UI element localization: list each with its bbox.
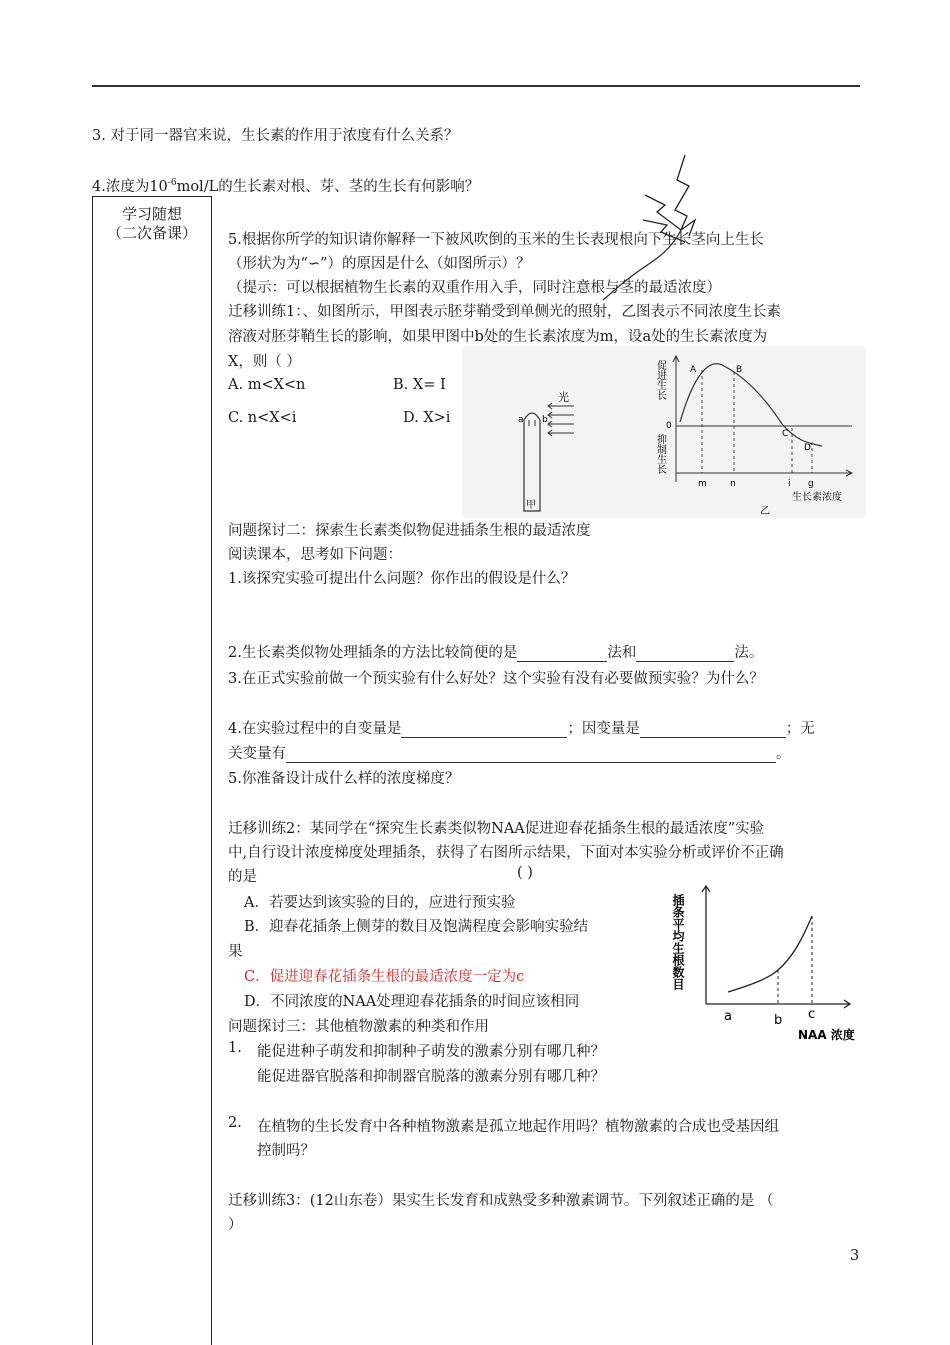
inhibit-label: 抑制生长 [654,434,666,474]
tick-n: n [730,479,736,489]
topic3-q2a: 在植物的生长发育中各种植物激素是孤立地起作用吗？植物激素的合成也受基因组 [257,1119,779,1135]
ex1-option-a: A. m<X<n [228,377,306,393]
ex2-line1: 迁移训练2：某同学在“探究生长素类似物NAA促进迎春花插条生根的最适浓度”实验 [228,821,765,837]
point-d: D [804,443,811,453]
q5-hint: （提示：可以根据植物生长素的双重作用入手，同时注意根与茎的最适浓度） [228,280,721,296]
ex1-line2: 溶液对胚芽鞘生长的影响，如果甲图中b处的生长素浓度为m，设a处的生长素浓度为 [228,329,768,345]
coleoptile-diagram [518,390,574,511]
ex1-option-d: D. X>i [403,410,451,426]
blank-independent-var[interactable] [401,737,567,738]
zero-label: 0 [666,421,672,431]
page-number: 3 [850,1248,860,1264]
topic3-title: 问题探讨三：其他植物激素的种类和作用 [228,1019,489,1035]
point-a: A [690,365,697,375]
point-c: C [782,429,789,439]
blank-method1[interactable] [517,661,607,662]
y-axis-label: 插条平均生根数目 [671,894,685,990]
figure-coleoptile-chart [462,346,866,518]
header-rule [92,85,860,87]
lightning-doodle-icon [585,150,715,320]
ex2-option-b-cont: 果 [228,944,243,960]
topic2-intro: 阅读课本，思考如下问题： [228,547,402,563]
q5-line1: 5.根据你所学的知识请你解释一下被风吹倒的玉米的生长表现根向下生长茎向上生长 [228,232,764,248]
ex2-option-c: C．促进迎春花插条生根的最适浓度一定为c [244,969,525,985]
topic2-q3: 3.在正式实验前做一个预实验有什么好处？这个实验有没有必要做预实验？为什么？ [228,671,764,687]
question-3: 3. 对于同一器官来说，生长素的作用于浓度有什么关系？ [92,128,459,144]
notes-column [92,196,212,1345]
blank-method2[interactable] [636,661,734,662]
ex2-line3: 的是 [228,869,257,885]
tick-m: m [698,479,707,489]
ex1-option-b: B. X= I [393,377,446,393]
ex2-line2: 中,自行设计浓度梯度处理插条，获得了右图所示结果，下面对本实验分析或评价不正确 [228,845,784,861]
point-b: B [736,365,743,375]
q5-line2: （形状为为“∽”）的原因是什么（如图所示）？ [228,256,531,272]
topic3-q1b: 能促进器官脱落和抑制器官脱落的激素分别有哪几种？ [257,1069,605,1085]
topic2-q5: 5.你准备设计成什么样的浓度梯度？ [228,771,460,787]
label-a: a [518,415,524,425]
topic3-q1a: 能促进种子萌发和抑制种子萌发的激素分别有哪几种？ [257,1044,605,1060]
topic3-q2-num: 2. [228,1115,242,1131]
question-4: 4.浓度为$10^{-6}mol/L$的生长素对根、芽、茎的生长有何影响？ [92,178,480,195]
yi-label: 乙 [760,506,770,517]
ex3-line1: 迁移训练3：(12山东卷）果实生长发育和成熟受多种激素调节。下列叙述正确的是 （ [228,1193,774,1209]
topic2-q2: 2.生长素类似物处理插条的方法比较简便的是 法和 法。 [228,645,764,661]
ex2-option-d: D．不同浓度的NAA处理迎春花插条的时间应该相同 [244,994,580,1010]
x-axis-label: NAA 浓度 [798,1028,855,1042]
figure-naa-chart [671,882,864,1044]
tick-g: g [808,479,814,489]
tick-c: c [808,1007,816,1022]
x-axis-label: 生长素浓度 [792,492,842,503]
topic2-q4-cont: 关变量有 。 [228,746,791,762]
blank-irrelevant-var[interactable] [286,762,776,763]
jia-label: 甲 [526,500,536,511]
blank-dependent-var[interactable] [640,737,786,738]
notes-subtitle: （二次备课） [106,224,197,242]
topic2-q4: 4.在实验过程中的自变量是 ；因变量是 ；无 [228,721,815,737]
topic3-q1-num: 1. [228,1040,242,1056]
ex1-option-c: C. n<X<i [228,410,297,426]
ex1-line3: X，则（ ） [228,354,301,370]
auxin-curve-chart [655,356,853,517]
tick-i: i [788,479,791,489]
ex1-line1: 迁移训练1：、如图所示，甲图表示胚芽鞘受到单侧光的照射，乙图表示不同浓度生长素 [228,304,781,320]
notes-title: 学习随想 [121,205,182,223]
tick-b: b [774,1013,783,1028]
topic3-q2b: 控制吗？ [257,1143,315,1159]
promote-label: 促进生长 [654,360,666,400]
topic2-q1: 1.该探究实验可提出什么问题？你作出的假设是什么？ [228,571,576,587]
ex2-answer-paren: ( ) [517,865,533,881]
ex2-option-a: A．若要达到该实验的目的，应进行预实验 [244,895,516,911]
topic2-title: 问题探讨二：探索生长素类似物促进插条生根的最适浓度 [228,523,591,539]
ex3-line2: ） [228,1217,243,1233]
ex2-option-b: B．迎春花插条上侧芽的数目及饱满程度会影响实验结 [244,919,589,935]
label-b: b [542,415,548,425]
light-label: 光 [558,391,569,404]
tick-a: a [724,1009,732,1024]
